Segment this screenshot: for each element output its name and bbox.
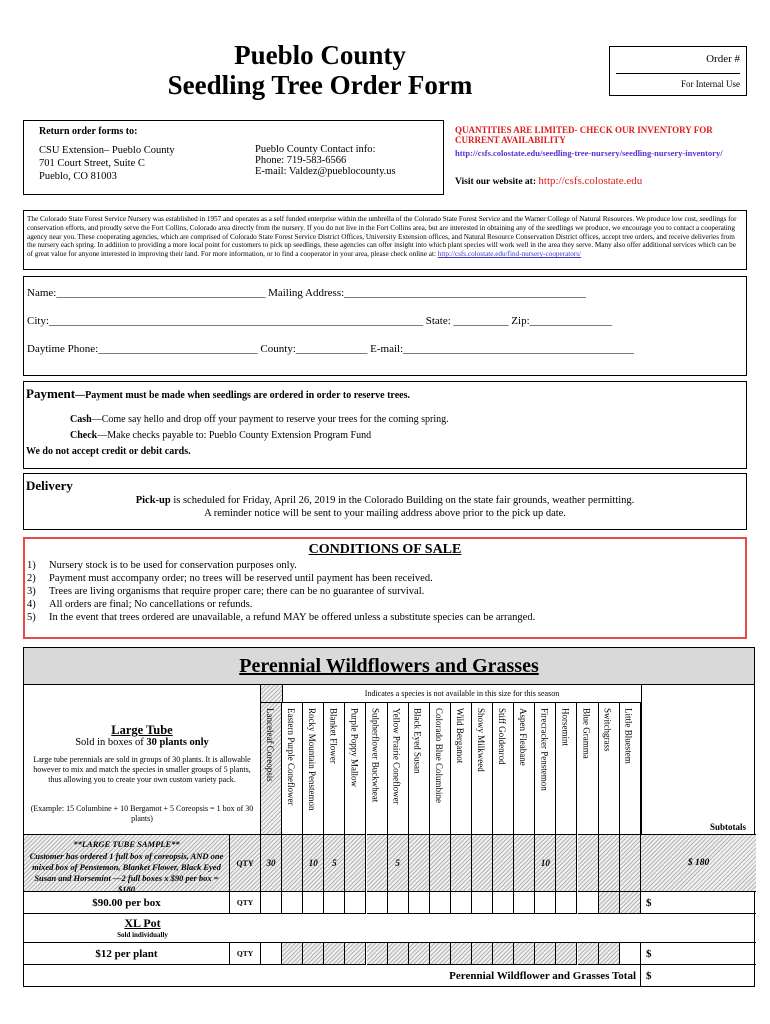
condition-item: 4) All orders are final; No cancellations or refunds.: [27, 599, 253, 610]
species-name: Yellow Prairie Coneflower: [391, 708, 402, 805]
box-qty-input[interactable]: [451, 892, 472, 914]
address-line: 701 Court Street, Suite C: [39, 158, 145, 169]
cash-row: [70, 414, 449, 425]
species-header: [345, 703, 366, 835]
quantity-warning: QUANTITIES ARE LIMITED- CHECK OUR INVENTORY FOR CURRENT AVAILABILITY: [455, 125, 713, 145]
species-name: Eastern Purple Coneflower: [286, 708, 297, 806]
box-qty-input[interactable]: [556, 892, 577, 914]
city-state-zip-row[interactable]: City:____________________________________________________________________ State: __________ Zip:_______________: [27, 315, 613, 327]
conditions-box: [23, 537, 747, 639]
species-header: [451, 703, 472, 835]
species-name: Horsemint: [560, 708, 571, 746]
subtotals-label: Subtotals: [709, 822, 746, 832]
species-header: [556, 703, 577, 835]
plant-qty-input[interactable]: [261, 943, 282, 965]
sample-qty-cell: [514, 835, 535, 892]
species-header: [303, 703, 324, 835]
pickup-label: Pick-up: [135, 495, 171, 506]
species-name: Colorado Blue Columbine: [433, 708, 444, 803]
sample-qty-cell: 30: [261, 835, 282, 892]
per-plant-label: $12 per plant: [24, 943, 230, 965]
sample-qty-cell: [599, 835, 620, 892]
sample-title: **LARGE TUBE SAMPLE**: [73, 839, 180, 849]
species-name: Firecracker Penstemon: [539, 708, 550, 791]
contact-line: Pueblo County Contact info:: [255, 144, 376, 155]
xl-pot-subtitle: Sold individually: [117, 931, 168, 939]
large-tube-description: Large tube perennials are sold in groups of 30 plants. It is allowable however to mix and match the species in smaller groups of 5 plants, thus allowing you to create your own custom variety pack.: [33, 755, 251, 784]
species-name: Aspen Fleabane: [518, 708, 529, 766]
large-tube-example: (Example: 15 Columbine + 10 Bergamot + 5 Coreopsis = 1 box of 30 plants): [30, 804, 254, 823]
species-header: [599, 703, 620, 835]
sample-qty-cell: [430, 835, 451, 892]
xl-pot-title: XL Pot: [124, 916, 161, 930]
condition-item: 5) In the event that trees ordered are unavailable, a refund MAY be offered unless a substitute species can be arranged.: [27, 612, 536, 623]
box-qty-input[interactable]: [578, 892, 599, 914]
species-name: Sulpherflower Buckwheat: [370, 708, 381, 803]
plant-qty-input: [282, 943, 303, 965]
species-name: Stiff Goldenrod: [497, 708, 508, 765]
pickup-row: [24, 495, 746, 506]
order-number-label: Order #: [706, 53, 740, 65]
plant-qty-input: [409, 943, 430, 965]
return-heading: Return order forms to:: [39, 126, 138, 137]
pickup-text: is scheduled for Friday, April 26, 2019 in the Colorado Building on the state fair grounds, weather permitting.: [170, 495, 635, 506]
plant-qty-input: [451, 943, 472, 965]
unavailable-legend-swatch: [261, 685, 283, 703]
cash-text: —Come say hello and drop off your payment to reserve your trees for the coming spring.: [91, 414, 449, 425]
large-tube-subtitle: Sold in boxes of 30 plants only: [75, 737, 209, 748]
payment-heading: Payment: [26, 386, 76, 401]
sample-subtotal: $ 180: [641, 835, 756, 892]
species-name: Showy Milkweed: [476, 708, 486, 772]
species-header: [535, 703, 556, 835]
condition-item: 3) Trees are living organisms that require proper care; there can be no guarantee of survival.: [27, 586, 425, 597]
sample-qty-cell: [620, 835, 641, 892]
delivery-box: [23, 473, 747, 530]
condition-item: 1) Nursery stock is to be used for conservation purposes only.: [27, 560, 297, 571]
intro-text: The Colorado State Forest Service Nursery was established in 1957 and operates as a self funded enterprise within the umbrella of the Colorado State Forest Service and the Warner College of Natural Resources. We produce low cost, seedlings for conservation efforts, and proudly serve the Fort Collins, Colorado area directly from the nursery. If you do not live in the Fort Collins area, but are interested in obtaining any of the seedlings we produce, we encourage you to contact a cooperating agency near you. These cooperating agencies, which are comprised of Colorado State Forest Service District Offices, University Extension offices, and Natural Resource Conservation District offices, accept tree orders, and receive deliveries from the nursery each spring. In addition to providing a more local point for customers to pick up seedlings, these agencies can offer insight into which plant species will work well in the area they serve. Many also offer additional services which can be of great value for anyone interested in improving their land. For more information, or to find a cooperator in your area, please check online at:: [27, 215, 737, 259]
sample-qty-label: QTY: [230, 835, 261, 892]
table-title: Perennial Wildflowers and Grasses: [24, 648, 754, 685]
cooperators-link[interactable]: http://csfs.colostate.edu/find-nursery-cooperators/: [437, 250, 582, 259]
box-qty-input[interactable]: [324, 892, 345, 914]
sample-qty-cell: [367, 835, 388, 892]
large-tube-info: [24, 685, 261, 835]
inventory-link[interactable]: http://csfs.colostate.edu/seedling-tree-nursery/seedling-nursery-inventory/: [455, 148, 723, 158]
return-address: [39, 144, 175, 183]
box-qty-input[interactable]: [430, 892, 451, 914]
species-header: [261, 703, 282, 835]
check-text: —Make checks payable to: Pueblo County Extension Program Fund: [97, 430, 372, 441]
per-box-label: $90.00 per box: [24, 892, 230, 914]
box-qty-input[interactable]: [303, 892, 324, 914]
sample-qty-cell: [409, 835, 430, 892]
plant-qty-input: [493, 943, 514, 965]
no-cards-note: We do not accept credit or debit cards.: [26, 446, 191, 457]
large-tube-title: Large Tube: [111, 723, 173, 737]
species-header: [514, 703, 535, 835]
species-name: Purple Poppy Mallow: [349, 708, 360, 788]
sample-qty-cell: 10: [303, 835, 324, 892]
contact-line: E-mail: Valdez@pueblocounty.us: [255, 166, 396, 177]
title-line-2: Seedling Tree Order Form: [167, 70, 473, 100]
delivery-heading: Delivery: [26, 478, 73, 493]
sample-qty-cell: 5: [324, 835, 345, 892]
cash-label: Cash: [70, 414, 92, 425]
plant-qty-input: [303, 943, 324, 965]
title-line-1: Pueblo County: [234, 40, 406, 70]
visit-label: Visit our website at:: [455, 177, 537, 187]
species-name: Wild Bergamot: [454, 708, 465, 764]
reminder-text: A reminder notice will be sent to your mailing address above prior to the pick up date.: [204, 508, 566, 519]
box-qty-input[interactable]: [535, 892, 556, 914]
sample-qty-cell: [493, 835, 514, 892]
box-qty-input: [620, 892, 641, 914]
per-box-qty-label: QTY: [230, 892, 261, 914]
payment-heading-row: [26, 386, 410, 402]
species-name: Rocky Mountain Penstemon: [307, 708, 318, 811]
box-qty-input[interactable]: [514, 892, 535, 914]
box-qty-input[interactable]: [345, 892, 366, 914]
plant-qty-input: [472, 943, 493, 965]
conditions-heading: CONDITIONS OF SALE: [308, 542, 462, 557]
species-name: Black Eyed Susan: [412, 708, 423, 774]
phone-county-email-row[interactable]: Daytime Phone:_____________________________ County:_____________ E-mail:__________________________________________: [27, 343, 635, 355]
order-table: [23, 647, 755, 987]
subtotals-header: [641, 685, 756, 835]
species-name: Blanket Flower: [328, 708, 339, 764]
sample-qty-cell: [282, 835, 303, 892]
unavailable-legend: Indicates a species is not available in this size for this season: [283, 685, 641, 703]
species-header: [388, 703, 409, 835]
box-qty-input[interactable]: [261, 892, 282, 914]
box-qty-input[interactable]: [409, 892, 430, 914]
name-address-row[interactable]: Name:______________________________________ Mailing Address:____________________________________________: [27, 287, 587, 299]
plant-qty-input: [599, 943, 620, 965]
contact-info: [255, 144, 396, 177]
box-qty-input: [599, 892, 620, 914]
payment-box: [23, 381, 747, 469]
species-header: [472, 703, 493, 835]
intro-paragraph: [23, 210, 747, 270]
plant-qty-input: [578, 943, 599, 965]
order-number-line[interactable]: [616, 73, 740, 74]
condition-item: 2) Payment must accompany order; no trees will be reserved until payment has been received.: [27, 573, 433, 584]
per-plant-subtotal[interactable]: $: [641, 943, 756, 965]
sample-qty-cell: 5: [388, 835, 409, 892]
per-box-subtotal[interactable]: $: [641, 892, 756, 914]
plant-qty-input: [367, 943, 388, 965]
address-line: Pueblo, CO 81003: [39, 171, 117, 182]
plant-qty-input: [324, 943, 345, 965]
species-header: [282, 703, 303, 835]
sample-qty-cell: [556, 835, 577, 892]
species-header: [620, 703, 641, 835]
form-title: [120, 40, 520, 100]
box-qty-input[interactable]: [282, 892, 303, 914]
plant-qty-input: [345, 943, 366, 965]
plant-qty-input: [556, 943, 577, 965]
order-number-box: [609, 46, 747, 96]
plant-qty-input: [535, 943, 556, 965]
visit-website: [455, 175, 642, 187]
species-header: [493, 703, 514, 835]
plant-qty-input: [430, 943, 451, 965]
sample-qty-cell: [472, 835, 493, 892]
check-row: [70, 430, 371, 441]
sample-description: [24, 835, 230, 892]
plant-qty-input: [388, 943, 409, 965]
per-plant-qty-label: QTY: [230, 943, 261, 965]
contact-line: Phone: 719-583-6566: [255, 155, 347, 166]
address-line: CSU Extension– Pueblo County: [39, 145, 175, 156]
box-qty-input[interactable]: [472, 892, 493, 914]
internal-use-label: For Internal Use: [681, 79, 740, 89]
sample-qty-cell: [345, 835, 366, 892]
box-qty-input[interactable]: [388, 892, 409, 914]
box-qty-input[interactable]: [493, 892, 514, 914]
check-label: Check: [70, 430, 98, 441]
sample-qty-cell: 10: [535, 835, 556, 892]
species-header: [367, 703, 388, 835]
conditions-list: [27, 559, 535, 624]
species-header: [578, 703, 599, 835]
plant-qty-input: [514, 943, 535, 965]
payment-note: —Payment must be made when seedlings are ordered in order to reserve trees.: [75, 390, 410, 401]
species-name: Blue Gramma: [581, 708, 592, 759]
species-name: Switchgrass: [602, 708, 613, 752]
plant-qty-input[interactable]: [620, 943, 641, 965]
box-qty-input[interactable]: [367, 892, 388, 914]
return-info-box: [23, 120, 444, 195]
species-header: [409, 703, 430, 835]
sample-qty-cell: [451, 835, 472, 892]
total-label: Perennial Wildflower and Grasses Total: [24, 965, 641, 987]
species-name: Lanceleaf Coreopsis: [265, 708, 275, 782]
species-header: [324, 703, 345, 835]
xl-pot-header: [24, 914, 756, 943]
sample-qty-cell: [578, 835, 599, 892]
total-value[interactable]: $: [646, 970, 652, 982]
website-link[interactable]: http://csfs.colostate.edu: [538, 175, 643, 187]
sample-text: Customer has ordered 1 full box of coreopsis, AND one mixed box of Penstemon, Blanket Flower, Black Eyed Susan and Horsemint —2 full boxes x $90 per box = $180: [29, 851, 224, 894]
customer-info-box: [23, 276, 747, 376]
species-name: Little Bluestem: [623, 708, 634, 764]
species-header: [430, 703, 451, 835]
